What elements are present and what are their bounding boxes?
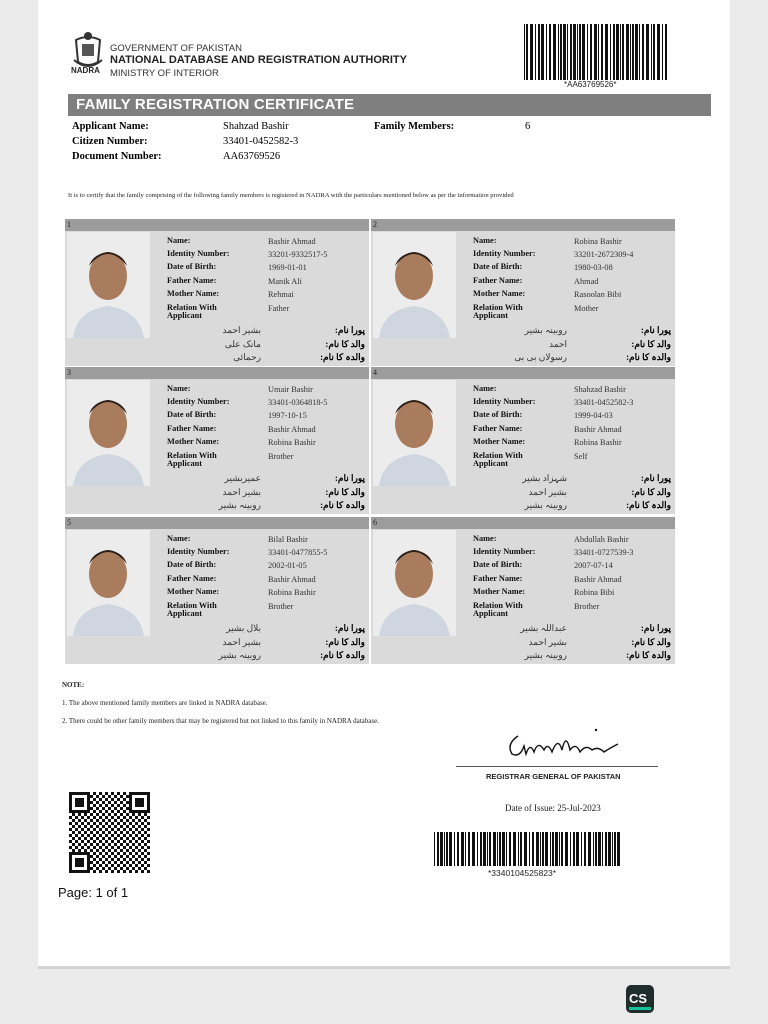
field-value-dob: 2007-07-14 <box>574 561 613 570</box>
document-number-label: Document Number: <box>72 151 162 162</box>
document-barcode <box>522 24 670 80</box>
urdu-value: روبینہ بشیر <box>524 500 567 510</box>
field-value-mother: Robina Bibi <box>574 588 615 597</box>
urdu-label: پورا نام: <box>334 623 365 633</box>
member-photo <box>67 232 150 338</box>
member-photo <box>373 380 456 486</box>
urdu-label: والدہ کا نام: <box>320 352 365 362</box>
member-number: 2 <box>373 220 377 229</box>
field-label-relation1: Relation With <box>167 451 217 460</box>
page-number: Page: 1 of 1 <box>58 885 129 900</box>
field-value-mother: Robina Bashir <box>268 438 316 447</box>
note-line-2: 2. There could be other family members that may be registered but not linked to this family in NADRA database. <box>62 717 379 725</box>
urdu-label: والد کا نام: <box>631 487 671 497</box>
card-header-strip <box>65 219 369 231</box>
member-card <box>65 517 369 664</box>
field-label-dob: Date of Birth: <box>473 410 523 419</box>
member-photo <box>373 232 456 338</box>
urdu-label: پورا نام: <box>640 325 671 335</box>
field-label-identity: Identity Number: <box>473 397 536 406</box>
field-value-father: Manik Ali <box>268 277 302 286</box>
field-label-relation1: Relation With <box>167 303 217 312</box>
registrar-title: REGISTRAR GENERAL OF PAKISTAN <box>486 772 621 781</box>
certify-statement: It is to certify that the family comprising of the following family members is registered in NADRA with the particulars mentioned below as per the information provided <box>68 192 514 199</box>
field-label-dob: Date of Birth: <box>473 262 523 271</box>
urdu-value: روبینہ بشیر <box>524 650 567 660</box>
field-label-dob: Date of Birth: <box>167 560 217 569</box>
field-label-relation1: Relation With <box>167 601 217 610</box>
camscanner-badge[interactable] <box>626 985 654 1013</box>
member-number: 6 <box>373 518 377 527</box>
urdu-value: بشیر احمد <box>222 487 261 497</box>
urdu-label: والدہ کا نام: <box>626 352 671 362</box>
authority-text: NATIONAL DATABASE AND REGISTRATION AUTHORITY <box>110 54 407 66</box>
urdu-label: والد کا نام: <box>325 487 365 497</box>
field-value-name: Abdullah Bashir <box>574 535 629 544</box>
member-number: 1 <box>67 220 71 229</box>
urdu-value: روبینہ بشیر <box>524 325 567 335</box>
urdu-value: روبینہ بشیر <box>218 500 261 510</box>
card-header-strip <box>371 367 675 379</box>
urdu-label: والد کا نام: <box>325 637 365 647</box>
field-label-identity: Identity Number: <box>473 249 536 258</box>
registrar-signature <box>500 724 630 762</box>
urdu-value: احمد <box>549 339 567 349</box>
field-label-father: Father Name: <box>167 276 217 285</box>
urdu-label: پورا نام: <box>334 473 365 483</box>
urdu-value: بلال بشیر <box>226 623 261 633</box>
title-banner <box>68 94 711 116</box>
urdu-value: بشیر احمد <box>222 637 261 647</box>
field-value-mother: Robina Bashir <box>268 588 316 597</box>
field-label-father: Father Name: <box>167 424 217 433</box>
field-value-relation: Father <box>268 304 290 313</box>
field-label-father: Father Name: <box>167 574 217 583</box>
field-label-mother: Mother Name: <box>167 437 220 446</box>
field-value-name: Umair Bashir <box>268 385 313 394</box>
urdu-label: والدہ کا نام: <box>626 650 671 660</box>
field-label-dob: Date of Birth: <box>473 560 523 569</box>
page-title: FAMILY REGISTRATION CERTIFICATE <box>76 96 355 113</box>
urdu-label: والد کا نام: <box>631 637 671 647</box>
urdu-label: پورا نام: <box>334 325 365 335</box>
field-label-mother: Mother Name: <box>167 587 220 596</box>
issue-date: Date of Issue: 25-Jul-2023 <box>505 803 601 813</box>
field-value-mother: Rehmai <box>268 290 294 299</box>
field-label-relation2: Applicant <box>473 609 509 618</box>
field-value-dob: 1969-01-01 <box>268 263 307 272</box>
card-header-strip <box>65 517 369 529</box>
field-value-name: Bashir Ahmad <box>268 237 316 246</box>
urdu-value: عبداللہ بشیر <box>520 623 567 633</box>
field-label-identity: Identity Number: <box>167 397 230 406</box>
urdu-value: رحمائی <box>233 352 261 362</box>
member-card <box>65 367 369 514</box>
member-number: 3 <box>67 368 71 377</box>
member-number: 5 <box>67 518 71 527</box>
field-value-identity: 33201-2672309-4 <box>574 250 634 259</box>
field-value-name: Robina Bashir <box>574 237 622 246</box>
field-value-relation: Brother <box>268 602 294 611</box>
urdu-value: عمیربشیر <box>224 473 261 483</box>
field-value-identity: 33401-0477855-5 <box>268 548 328 557</box>
applicant-name-value: Shahzad Bashir <box>223 121 289 132</box>
note-line-1: 1. The above mentioned family members are linked in NADRA database. <box>62 699 268 707</box>
field-value-identity: 33401-0364818-5 <box>268 398 328 407</box>
field-label-relation2: Applicant <box>167 609 203 618</box>
field-label-relation1: Relation With <box>473 303 523 312</box>
citizen-barcode <box>432 832 620 866</box>
urdu-label: والدہ کا نام: <box>320 650 365 660</box>
member-card <box>371 367 675 514</box>
field-value-dob: 1999-04-03 <box>574 411 613 420</box>
field-label-relation2: Applicant <box>167 311 203 320</box>
field-label-name: Name: <box>473 384 497 393</box>
field-value-father: Ahmad <box>574 277 599 286</box>
field-label-name: Name: <box>167 534 191 543</box>
card-header-strip <box>371 219 675 231</box>
urdu-value: روبینہ بشیر <box>218 650 261 660</box>
urdu-label: والدہ کا نام: <box>320 500 365 510</box>
urdu-value: بشیر احمد <box>528 487 567 497</box>
field-value-dob: 1980-03-08 <box>574 263 613 272</box>
field-value-name: Shahzad Bashir <box>574 385 626 394</box>
nadra-logo-text: NADRA <box>71 66 100 75</box>
field-label-name: Name: <box>473 236 497 245</box>
camscanner-badge-text: CS <box>629 991 648 1006</box>
field-label-father: Father Name: <box>473 574 523 583</box>
field-label-relation2: Applicant <box>473 311 509 320</box>
field-label-identity: Identity Number: <box>167 547 230 556</box>
field-label-father: Father Name: <box>473 276 523 285</box>
member-photo <box>67 380 150 486</box>
field-label-relation1: Relation With <box>473 601 523 610</box>
field-label-name: Name: <box>473 534 497 543</box>
field-value-father: Bashir Ahmad <box>574 575 622 584</box>
field-label-identity: Identity Number: <box>167 249 230 258</box>
field-label-mother: Mother Name: <box>473 289 526 298</box>
field-value-relation: Brother <box>574 602 600 611</box>
field-label-mother: Mother Name: <box>473 587 526 596</box>
field-label-relation2: Applicant <box>473 459 509 468</box>
urdu-label: پورا نام: <box>640 473 671 483</box>
field-value-father: Bashir Ahmad <box>574 425 622 434</box>
field-value-identity: 33401-0727539-3 <box>574 548 634 557</box>
field-label-name: Name: <box>167 384 191 393</box>
field-value-relation: Self <box>574 452 588 461</box>
field-label-dob: Date of Birth: <box>167 410 217 419</box>
field-label-relation2: Applicant <box>167 459 203 468</box>
urdu-label: والدہ کا نام: <box>626 500 671 510</box>
urdu-value: شہزاد بشیر <box>522 473 567 483</box>
urdu-label: والد کا نام: <box>631 339 671 349</box>
urdu-label: والد کا نام: <box>325 339 365 349</box>
card-header-strip <box>371 517 675 529</box>
field-value-father: Bashir Ahmad <box>268 425 316 434</box>
urdu-label: پورا نام: <box>640 623 671 633</box>
applicant-name-label: Applicant Name: <box>72 121 149 132</box>
citizen-barcode-text: *3340104525823* <box>488 868 557 878</box>
urdu-value: مانک علی <box>224 339 261 349</box>
family-members-label: Family Members: <box>374 121 455 132</box>
document-number-value: AA63769526 <box>223 151 281 162</box>
card-header-strip <box>65 367 369 379</box>
member-card <box>371 219 675 366</box>
field-value-name: Bilal Bashir <box>268 535 308 544</box>
urdu-value: بشیر احمد <box>528 637 567 647</box>
citizen-number-value: 33401-0452582-3 <box>223 136 299 147</box>
urdu-value: رسولاں بی بی <box>514 352 567 362</box>
note-heading: NOTE: <box>62 681 85 689</box>
member-card <box>65 219 369 366</box>
field-label-relation1: Relation With <box>473 451 523 460</box>
field-value-dob: 1997-10-15 <box>268 411 307 420</box>
member-photo <box>373 530 456 636</box>
field-value-identity: 33201-9332517-5 <box>268 250 328 259</box>
field-value-relation: Mother <box>574 304 599 313</box>
signature-line <box>456 766 658 767</box>
member-card <box>371 517 675 664</box>
ministry-text: MINISTRY OF INTERIOR <box>110 68 219 79</box>
field-label-mother: Mother Name: <box>167 289 220 298</box>
field-value-mother: Rasoolan Bibi <box>574 290 622 299</box>
document-barcode-text: *AA63769526* <box>564 80 617 89</box>
citizen-number-label: Citizen Number: <box>72 136 148 147</box>
field-label-mother: Mother Name: <box>473 437 526 446</box>
qr-code <box>69 792 150 873</box>
government-text: GOVERNMENT OF PAKISTAN <box>110 43 242 54</box>
field-value-dob: 2002-01-05 <box>268 561 307 570</box>
member-photo <box>67 530 150 636</box>
urdu-value: بشیر احمد <box>222 325 261 335</box>
family-members-value: 6 <box>525 121 531 132</box>
field-value-relation: Brother <box>268 452 294 461</box>
field-value-identity: 33401-0452582-3 <box>574 398 634 407</box>
field-value-father: Bashir Ahmad <box>268 575 316 584</box>
field-label-dob: Date of Birth: <box>167 262 217 271</box>
field-label-name: Name: <box>167 236 191 245</box>
member-number: 4 <box>373 368 377 377</box>
field-value-mother: Robina Bashir <box>574 438 622 447</box>
field-label-identity: Identity Number: <box>473 547 536 556</box>
field-label-father: Father Name: <box>473 424 523 433</box>
